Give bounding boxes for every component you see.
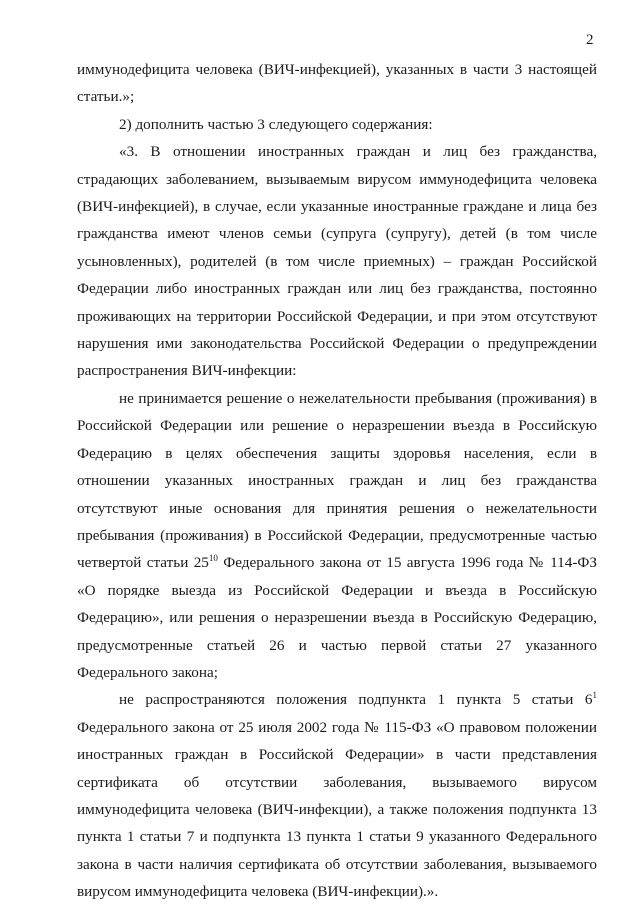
page-number: 2: [586, 32, 594, 48]
paragraph-continuation: иммунодефицита человека (ВИЧ-инфекцией), указанных в части 3 настоящей статьи.»;: [77, 61, 597, 106]
paragraph-amendment-item: 2) дополнить частью 3 следующего содержания:: [119, 115, 433, 133]
paragraph-text: не распространяются положения подпункта 1 пункта 5 статьи 6: [119, 691, 593, 709]
paragraph-text: Федерального закона от 25 июля 2002 года № 115-ФЗ «О правовом положении иностранных граждан в Российской Федерации» в части представления сертификата об отсутствии заболевания, вызываемого вирусом иммунодефицита человека (ВИЧ-инфекции), а также положения подпункта 13 пункта 1 статьи 7 и подпункта 13 пункта 1 статьи 9 указанного Федерального закона в части наличия сертификата об отсутствии заболевания, вызываемого вирусом иммунодефицита человека (ВИЧ-инфекции).».: [77, 718, 597, 901]
paragraph-no-decision: [77, 385, 597, 686]
paragraph-not-applied: [77, 686, 597, 905]
document-body: [77, 56, 597, 906]
paragraph-text: Федерального закона от 15 августа 1996 года № 114-ФЗ «О порядке выезда из Российской Федерации и въезда в Российскую Федерацию», или решения о неразрешении въезда в Российскую Федерацию, предусмотренные статьей 26 и частью первой статьи 27 указанного Федерального закона;: [77, 554, 598, 681]
paragraph-text: не принимается решение о нежелательности пребывания (проживания) в Российской Федерации или решение о неразрешении въезда в Российскую Федерацию в целях обеспечения защиты здоровья населения, если в отношении указанных иностранных граждан и лиц без гражданства отсутствуют иные основания для принятия решения о нежелательности пребывания (проживания) в Российской Федерации, предусмотренные частью четвертой статьи 25: [77, 389, 597, 572]
superscript: 1: [592, 690, 597, 701]
superscript: 10: [208, 553, 218, 564]
paragraph-part-3: «3. В отношении иностранных граждан и лиц без гражданства, страдающих заболеванием, вызываемым вирусом иммунодефицита человека (ВИЧ-инфекцией), в случае, если указанные иностранные граждане и лица без гражданства имеют членов семьи (супруга (супругу), детей (в том числе усыновленных), родителей (в том числе приемных) – граждан Российской Федерации либо иностранных граждан или лиц без гражданства, постоянно проживающих на территории Российской Федерации, и при этом отсутствуют нарушения ими законодательства Российской Федерации о предупреждении распространения ВИЧ-инфекции:: [77, 143, 597, 380]
